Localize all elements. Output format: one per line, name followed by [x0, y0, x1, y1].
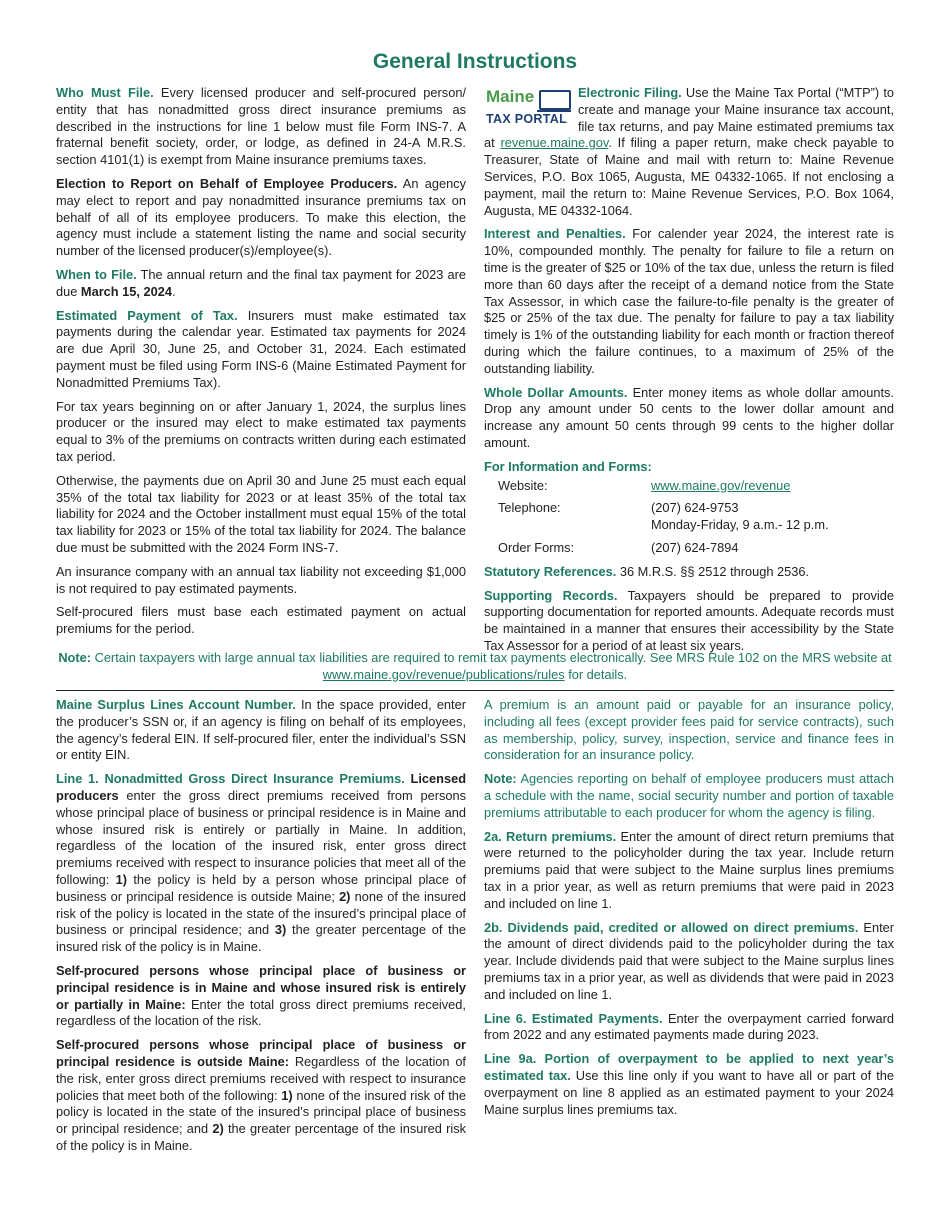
line2b-heading: 2b. Dividends paid, credited or allowed on direct premiums. — [484, 919, 859, 935]
account-number-heading: Maine Surplus Lines Account Number. — [56, 697, 296, 712]
premium-definition: A premium is an amount paid or payable for an insurance policy, including all fees (except provider fees paid for service contracts), such as membership, policy, survey, inspection, service and finance fees in consideration for an insurance policy. — [484, 697, 894, 763]
account-number-text: In the space provided, enter the producer’s SSN or, if an agency is filing on behalf of its employees, the agency’s federal EIN. If self-procured filer, enter the individual’s SSN or entity EIN. — [56, 697, 466, 763]
self-procured-outside-text-a: Regardless of the location of the risk, enter gross direct premiums received with respect to insurance policies that meet both of the following: — [56, 1053, 466, 1103]
line2b-section — [484, 920, 894, 1004]
telephone-label: Telephone: — [498, 500, 561, 516]
statutory-heading: Statutory References. — [484, 563, 617, 579]
column-left-top — [56, 85, 466, 645]
who-must-file-text: Every licensed producer and self-procured person/ entity that has nonadmitted gross direct insurance premiums as described in the instructions for line 1 below must file Form INS-7. A fraternal benefit society, order, or lodge, as defined in 24-A M.R.S. section 4101(1) is exempt from Maine insurance premiums taxes. — [56, 85, 466, 168]
self-procured-in-maine-heading: Self-procured persons whose principal place of business or principal residence is in Maine and whose insured risk is entirely or partially in Maine: — [56, 962, 466, 1012]
agency-note-section — [484, 771, 894, 821]
supporting-heading: Supporting Records. — [484, 587, 618, 603]
when-to-file-text: The annual return and the final tax payment for 2023 are due — [56, 266, 466, 299]
telephone-value: (207) 624-9753 — [651, 500, 739, 516]
estimated-payment-para4: An insurance company with an annual tax liability not exceeding $1,000 is not required to pay estimated payments. — [56, 563, 466, 596]
info-forms-heading: For Information and Forms: — [484, 458, 652, 474]
line6-text: Enter the overpayment carried forward from 2022 and any estimated payments made during 2023. — [484, 1010, 894, 1043]
line1-bold-lead: Licensed producers — [56, 771, 467, 803]
note-label: Note: — [58, 650, 92, 665]
page-title: General Instructions — [372, 50, 578, 73]
self-procured-outside-heading: Self-procured persons whose principal place of business or principal residence is outside Maine: — [56, 1037, 466, 1069]
line1-n1: 1) — [115, 871, 128, 887]
line1-section — [56, 771, 466, 956]
line2a-text: Enter the amount of direct return premiums that were returned to the policyholder during the tax year. Include return premiums paid that were subject to the Maine surplus lines premiums tax in a prior year, as well as return premiums that were paid in 2023 and included on line 1. — [484, 828, 894, 911]
mrs-rules-link[interactable]: www.maine.gov/revenue/publications/rules — [322, 666, 565, 682]
line9a-text: Use this line only if you want to have all or part of the overpayment on line 8 applied as an estimated payment to your 2024 Maine surplus lines premiums tax. — [484, 1067, 894, 1117]
interest-heading: Interest and Penalties. — [484, 226, 626, 242]
line6-heading: Line 6. Estimated Payments. — [484, 1010, 663, 1026]
revenue-portal-link[interactable]: revenue.maine.gov — [500, 135, 609, 151]
who-must-file-section — [56, 85, 466, 169]
statutory-text: 36 M.R.S. §§ 2512 through 2536. — [619, 563, 810, 579]
line2b-text: Enter the amount of direct dividends paid to the policyholder during the tax year. Include dividends paid that were subject to the Maine surplus lines premiums tax in a prior year, as well as dividends that were paid in 2023 and included on line 1. — [484, 919, 895, 1002]
whole-dollar-text: Enter money items as whole dollar amounts. Drop any amount under 50 cents to the lower dollar amount and increase any amount 50 cents through 99 cents to the higher dollar amount. — [484, 384, 894, 450]
info-row-order-forms — [498, 540, 894, 557]
when-to-file-section — [56, 267, 466, 301]
electronic-filing-text2: . If filing a paper return, make check payable to Treasurer, State of Maine and mail with return to: Maine Revenue Services, P.O. Box 1065, Augusta, ME 04332-1065. If not enclosing a payment, mail the return to: Maine Revenue Services, P.O. Box 1064, Augusta, ME 04332-1064. — [484, 135, 894, 218]
election-section — [56, 176, 466, 260]
line1-text-c: none of the insured risk of the policy is located in the state of the insured’s principal place of business or principal residence; and — [56, 888, 466, 938]
line9a-section — [484, 1051, 894, 1118]
estimated-payment-para3: Otherwise, the payments due on April 30 and June 25 must each equal 35% of the total tax liability for 2023 or at least 35% of the total tax liability for 2024 and the October installment must equal 15% of the total tax liability for 2023 or 15% of the total tax liability for 2024. The balance due must be submitted with the 2024 Form INS-7. — [56, 472, 466, 555]
column-right-top — [484, 85, 894, 662]
line2a-heading: 2a. Return premiums. — [484, 828, 617, 844]
line1-text-b: the policy is held by a person whose principal place of business or principal residence is outside Maine; — [56, 871, 467, 904]
line1-text-a: enter the gross direct premiums received from persons whose principal place of business or principal residence is in Maine and whose insured risk is entirely or partially in Maine. In addition, regardless of the location of the insured risk, enter gross direct premiums received with respect to insurance policies that meet all of the following: — [56, 787, 466, 887]
account-number-section — [56, 697, 466, 764]
telephone-hours: Monday-Friday, 9 a.m.- 12 p.m. — [651, 517, 829, 533]
estimated-payment-section — [56, 308, 466, 392]
line1-heading: Line 1. Nonadmitted Gross Direct Insurance Premiums. — [56, 771, 405, 787]
info-row-telephone — [498, 500, 894, 534]
self-procured-outside-section — [56, 1037, 466, 1155]
info-forms-heading-row — [484, 459, 894, 476]
self-procured-in-maine-text: Enter the total gross direct premiums received, regardless of the location of the risk. — [56, 996, 466, 1029]
maine-tax-portal-logo — [484, 87, 574, 127]
line1-n2: 2) — [339, 888, 351, 904]
estimated-payment-heading: Estimated Payment of Tax. — [56, 307, 238, 323]
website-label: Website: — [498, 477, 548, 493]
when-to-file-heading: When to File. — [56, 266, 137, 282]
interest-section — [484, 226, 894, 377]
column-left-bottom — [56, 697, 466, 1162]
telephone-block — [651, 500, 829, 534]
who-must-file-heading: Who Must File. — [56, 85, 154, 100]
self-procured-outside-o2: 2) — [212, 1121, 224, 1137]
self-procured-outside-o1: 1) — [281, 1087, 293, 1103]
note-text2: for details. — [568, 666, 628, 682]
self-procured-outside-text-b: none of the insured risk of the policy is located in the state of the insured’s principal place of business or principal residence; and — [56, 1087, 466, 1137]
self-procured-in-maine-section — [56, 963, 466, 1030]
when-to-file-date: March 15, 2024 — [80, 283, 172, 299]
line1-text-d: the greater percentage of the insured risk of the policy is in Maine. — [56, 922, 466, 955]
election-heading: Election to Report on Behalf of Employee Producers. — [56, 175, 398, 191]
info-forms-table — [498, 478, 894, 557]
order-forms-label: Order Forms: — [498, 539, 575, 555]
self-procured-outside-text-c: the greater percentage of the insured risk of the policy is in Maine. — [56, 1121, 466, 1153]
estimated-payment-text: Insurers must make estimated tax payments during the calendar year. Estimated tax payments for 2024 are due April 30, June 25, and October 31, 2024. Each estimated payment must be filed using Form INS-6 (Maine Estimated Payment for Nonadmitted Premiums Tax). — [56, 307, 466, 390]
website-link[interactable]: www.maine.gov/revenue — [651, 477, 791, 493]
supporting-text: Taxpayers should be prepared to provide supporting documentation for reported amounts. Adequate records must be maintained in a manner that ensures their accessibility by the State Tax Assessor for a period of at least six years. — [484, 587, 894, 653]
info-row-website — [498, 478, 894, 495]
electronic-payment-note — [56, 650, 894, 684]
line1-n3: 3) — [274, 922, 287, 938]
estimated-payment-para5: Self-procured filers must base each estimated payment on actual premiums for the period. — [56, 604, 466, 637]
whole-dollar-section — [484, 385, 894, 452]
logo-maine-text: Maine — [486, 87, 535, 106]
supporting-section — [484, 588, 894, 655]
line2a-section — [484, 829, 894, 913]
line6-section — [484, 1011, 894, 1045]
when-to-file-period: . — [171, 283, 176, 299]
order-forms-value: (207) 624-7894 — [651, 539, 739, 555]
whole-dollar-heading: Whole Dollar Amounts. — [484, 384, 628, 400]
election-text: An agency may elect to report and pay nonadmitted insurance premiums tax on behalf of all of its employee producers. To make this election, the agency must include a statement listing the name and social security number of the licensed producer(s)/employee(s). — [56, 175, 466, 259]
agency-note-text: Agencies reporting on behalf of employee producers must attach a schedule with the name, social security number and portion of taxable premiums attributable to each producer for whom the agency is filing. — [484, 771, 894, 820]
electronic-filing-section — [484, 85, 894, 219]
electronic-filing-heading: Electronic Filing. — [578, 85, 682, 100]
line9a-heading: Line 9a. Portion of overpayment to be applied to next year’s estimated tax. — [484, 1051, 894, 1083]
electronic-filing-text1: Use the Maine Tax Portal (“MTP”) to create and manage your Maine insurance tax account, file tax returns, and pay Maine estimated premiums tax at — [484, 85, 894, 151]
estimated-payment-para2: For tax years beginning on or after January 1, 2024, the surplus lines producer or the insured may elect to make estimated tax payments equal to 3% of the premiums on contracts written during each estimated tax period. — [56, 398, 466, 464]
column-right-bottom — [484, 697, 894, 1125]
section-divider — [56, 690, 894, 691]
laptop-icon — [539, 90, 571, 110]
agency-note-label: Note: — [484, 771, 517, 787]
interest-text: For calender year 2024, the interest rate is 10%, compounded monthly. The penalty for failure to file a return on time is the greater of $25 or 10% of the tax due, unless the return is filed more than 60 days after the receipt of a demand notice from the State Tax Assessor, in which case the failure-to-file penalty is the greater of $25 or 25% of the tax due. The penalty for failure to pay a tax liability timely is 1% of the outstanding liability for each month or fraction thereof during which the failure continues, to a maximum of 25% of the outstanding liability. — [484, 226, 895, 376]
note-text1: Certain taxpayers with large annual tax liabilities are required to remit tax payments electronically. See MRS Rule 102 on the MRS website at — [94, 650, 892, 665]
logo-tax-portal-text: TAX PORTAL — [486, 112, 568, 126]
statutory-section — [484, 564, 894, 581]
